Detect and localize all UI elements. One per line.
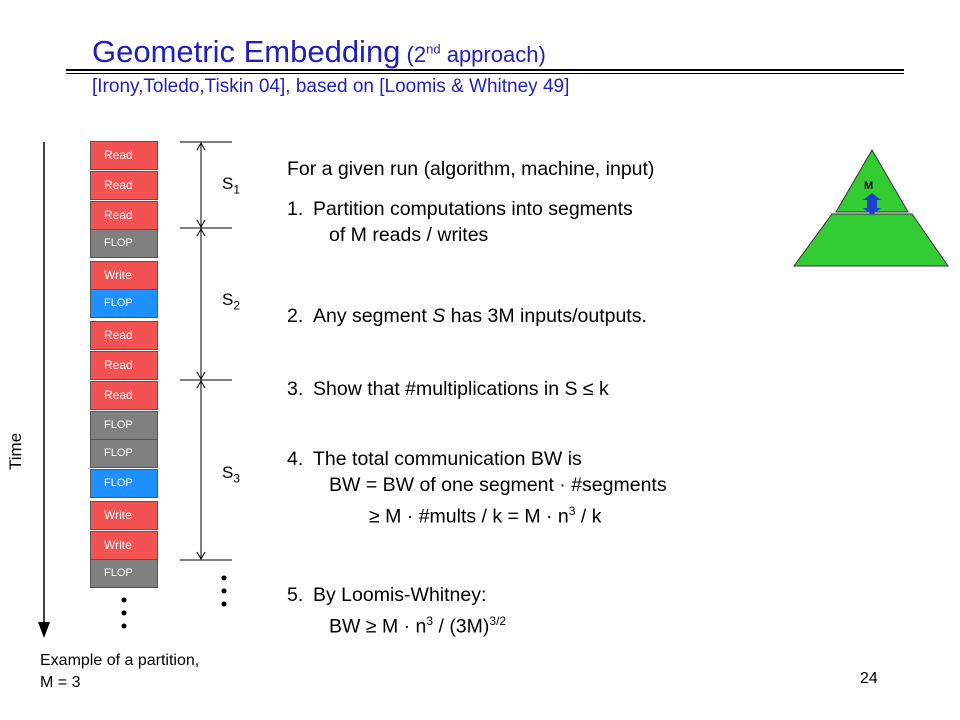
segment-read: Read	[90, 321, 158, 350]
time-axis-label: Time	[6, 432, 25, 470]
segment-write: Write	[90, 261, 158, 290]
citation: [Irony,Toledo,Tiskin 04], based on [Loomis & Whitney 49]	[92, 76, 570, 97]
segment-flop: FLOP	[90, 559, 158, 588]
segment-label-s1: $S_1$	[222, 174, 241, 197]
ellipsis-dot	[222, 576, 227, 581]
segment-label-s3: $S_3$	[222, 463, 241, 486]
segment-flop: FLOP	[90, 439, 158, 468]
segment-flop-blue: FLOP	[90, 289, 158, 318]
ellipsis-dot	[222, 589, 227, 594]
item-1: 1. Partition computations into segments of M reads / writes	[287, 198, 633, 246]
partition-caption: Example of a partition, M = 3	[40, 652, 200, 691]
page-number: 24	[860, 670, 878, 687]
item-2: 2. Any segment S has 3M inputs/outputs.	[287, 305, 647, 327]
title-main: Geometric Embedding	[92, 34, 401, 69]
item-4: 4. The total communication BW is BW = BW of one segment · #segments ≥ M · #mults / $k = M \cdot n^3 / k$	[287, 448, 667, 528]
segment-write: Write	[90, 501, 158, 530]
segment-flop: FLOP	[90, 229, 158, 258]
segment-read: Read	[90, 141, 158, 170]
segment-flop: FLOP	[90, 411, 158, 440]
ellipsis-dot	[222, 602, 227, 607]
segment-read: Read	[90, 351, 158, 380]
ellipsis-dot	[122, 611, 127, 616]
segment-read: Read	[90, 381, 158, 410]
intro-text: For a given run (algorithm, machine, input)	[287, 158, 655, 180]
ellipsis-dot	[122, 598, 127, 603]
segment-write: Write	[90, 531, 158, 560]
ellipsis-dot	[122, 624, 127, 629]
pyramid-label: M	[864, 180, 874, 192]
segment-read: Read	[90, 201, 158, 230]
item-5: 5. By Loomis-Whitney: BW ≥ $M \cdot n^3 / (3M)^{3/2}$	[287, 584, 507, 638]
title-paren: (2nd approach)	[400, 41, 546, 67]
segment-flop-blue: FLOP	[90, 469, 158, 498]
item-3: 3. Show that #multiplications in S ≤ k	[287, 378, 609, 400]
segment-read: Read	[90, 171, 158, 200]
segment-label-s2: $S_2$	[222, 290, 241, 313]
